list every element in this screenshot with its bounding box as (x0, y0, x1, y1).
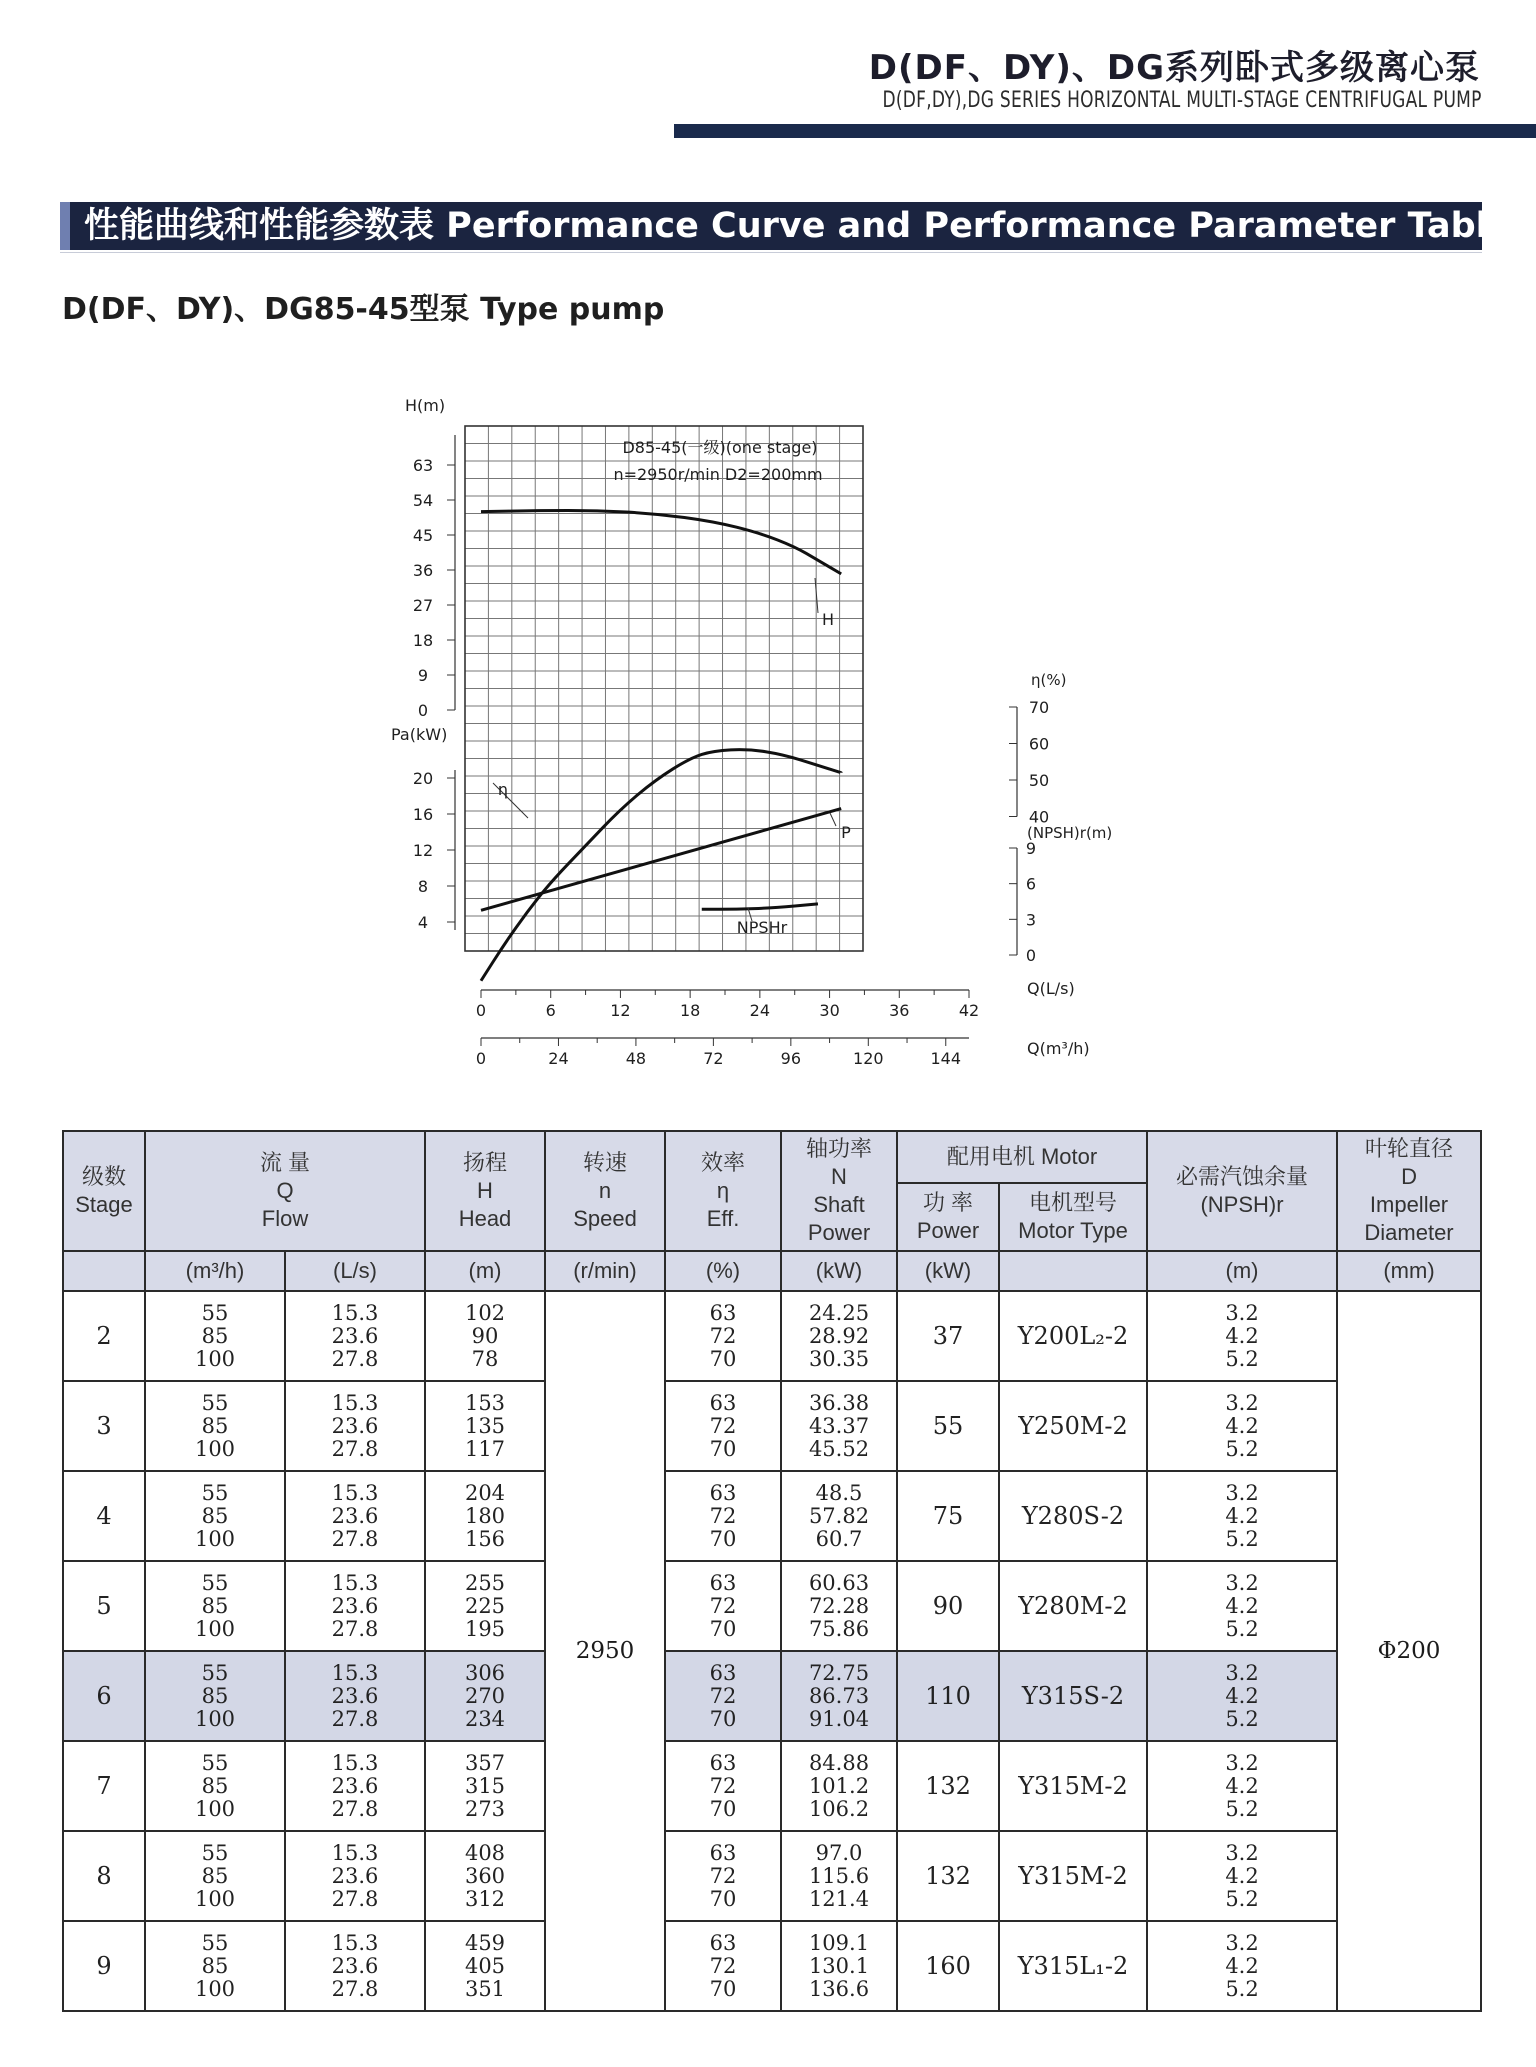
series-label-p: P (841, 823, 851, 842)
head-tick-label: 45 (412, 526, 434, 545)
motor-type-cell: Y315L₁-2 (999, 1921, 1147, 2011)
head-tick-label: 27 (412, 596, 434, 615)
eff-tick-label: 40 (1028, 807, 1050, 827)
flow-header: 流 量 Q Flow (145, 1131, 425, 1251)
flow-ls-cell: 15.3 23.6 27.8 (285, 1381, 425, 1471)
performance-curve-chart (380, 388, 1160, 1068)
series-label-efficiency: η (497, 780, 509, 799)
table-row (63, 1381, 1481, 1471)
speed-cell: 2950 (545, 1291, 665, 2011)
unit-flow-ls: (L/s) (285, 1251, 425, 1291)
head-cell: 306 270 234 (425, 1651, 545, 1741)
shaft-power-cell: 24.25 28.92 30.35 (781, 1291, 897, 1381)
shaft-power-cell: 97.0 115.6 121.4 (781, 1831, 897, 1921)
flow-m3h-cell: 55 85 100 (145, 1561, 285, 1651)
flow-m3h-cell: 55 85 100 (145, 1381, 285, 1471)
flow-ls-tick-label: 0 (475, 1001, 487, 1020)
flow-ls-cell: 15.3 23.6 27.8 (285, 1291, 425, 1381)
table-row (63, 1471, 1481, 1561)
section-title: 性能曲线和性能参数表 Performance Curve and Performance Parameter Table (60, 202, 1482, 250)
npsh-header: 必需汽蚀余量 (NPSH)r (1147, 1131, 1337, 1251)
npsh-tick-label: 6 (1025, 874, 1037, 894)
stage-header: 级数 Stage (63, 1131, 145, 1251)
flow-ls-cell: 15.3 23.6 27.8 (285, 1741, 425, 1831)
table-row (63, 1291, 1481, 1381)
flow-m3h-cell: 55 85 100 (145, 1831, 285, 1921)
section-title-underline (60, 252, 1482, 253)
power-tick-label: 20 (412, 769, 434, 788)
npsh-tick-label: 3 (1025, 910, 1037, 930)
efficiency-cell: 63 72 70 (665, 1561, 781, 1651)
power-tick-label: 4 (417, 913, 429, 932)
flow-ls-cell: 15.3 23.6 27.8 (285, 1651, 425, 1741)
eff-tick-label: 70 (1028, 698, 1050, 717)
npsh-cell: 3.2 4.2 5.2 (1147, 1831, 1337, 1921)
motor-type-cell: Y280M-2 (999, 1561, 1147, 1651)
npsh-cell: 3.2 4.2 5.2 (1147, 1651, 1337, 1741)
head-tick-label: 63 (412, 456, 434, 475)
pump-type-title: D(DF、DY)、DG85-45型泵 Type pump (62, 292, 665, 327)
unit-head: (m) (425, 1251, 545, 1291)
unit-shaft: (kW) (781, 1251, 897, 1291)
power-tick-label: 12 (412, 841, 434, 860)
stage-cell: 7 (63, 1741, 145, 1831)
head-axis-label: H(m) (405, 396, 446, 415)
flow-ls-tick-label: 18 (679, 1001, 701, 1020)
flow-ls-tick-label: 36 (889, 1001, 910, 1020)
motor-power-header: 功 率 Power (897, 1183, 999, 1251)
efficiency-cell: 63 72 70 (665, 1921, 781, 2011)
flow-ls-cell: 15.3 23.6 27.8 (285, 1471, 425, 1561)
npsh-cell: 3.2 4.2 5.2 (1147, 1741, 1337, 1831)
efficiency-cell: 63 72 70 (665, 1291, 781, 1381)
flow-m3h-cell: 55 85 100 (145, 1741, 285, 1831)
performance-parameter-table (62, 1130, 1482, 2012)
unit-speed: (r/min) (545, 1251, 665, 1291)
npsh-tick-label: 9 (1025, 839, 1037, 858)
flow-ls-tick-label: 6 (545, 1001, 556, 1020)
efficiency-cell: 63 72 70 (665, 1651, 781, 1741)
npsh-cell: 3.2 4.2 5.2 (1147, 1381, 1337, 1471)
unit-impeller: (mm) (1337, 1251, 1481, 1291)
flow-ls-tick-label: 24 (749, 1001, 771, 1020)
series-npshr-curve (702, 904, 818, 909)
efficiency-header: 效率 η Eff. (665, 1131, 781, 1251)
npsh-tick-label: 0 (1025, 946, 1037, 965)
series-title-en: D(DF,DY),DG SERIES HORIZONTAL MULTI-STAGE CENTRIFUGAL PUMP (882, 88, 1482, 113)
shaft-power-cell: 36.38 43.37 45.52 (781, 1381, 897, 1471)
stage-cell: 5 (63, 1561, 145, 1651)
eff-tick-label: 60 (1028, 734, 1050, 754)
shaft-power-cell: 109.1 130.1 136.6 (781, 1921, 897, 2011)
motor-type-cell: Y315M-2 (999, 1831, 1147, 1921)
chart-labels (391, 396, 1112, 1068)
series-label-npshr: NPSHr (736, 918, 788, 937)
stage-cell: 9 (63, 1921, 145, 2011)
flow-m3h-cell: 55 85 100 (145, 1651, 285, 1741)
series-leader-line (830, 813, 836, 826)
table-row (63, 1921, 1481, 2011)
npsh-cell: 3.2 4.2 5.2 (1147, 1291, 1337, 1381)
flow-ls-tick-label: 42 (958, 1001, 980, 1020)
table-row (63, 1741, 1481, 1831)
shaft-power-cell: 84.88 101.2 106.2 (781, 1741, 897, 1831)
head-cell: 204 180 156 (425, 1471, 545, 1561)
motor-type-cell: Y280S-2 (999, 1471, 1147, 1561)
chart-annotation-line-2: n=2950r/min D2=200mm (613, 465, 823, 484)
power-tick-label: 16 (412, 805, 434, 824)
motor-power-cell: 132 (897, 1831, 999, 1921)
power-axis-label: Pa(kW) (391, 725, 448, 744)
table-header-row-1 (63, 1131, 1481, 1183)
motor-power-cell: 132 (897, 1741, 999, 1831)
chart-grid (465, 426, 863, 951)
motor-power-cell: 75 (897, 1471, 999, 1561)
impeller-header: 叶轮直径 D Impeller Diameter (1337, 1131, 1481, 1251)
series-label-h: H (821, 610, 835, 629)
stage-cell: 2 (63, 1291, 145, 1381)
flow-ls-cell: 15.3 23.6 27.8 (285, 1921, 425, 2011)
motor-power-cell: 90 (897, 1561, 999, 1651)
motor-type-cell: Y315S-2 (999, 1651, 1147, 1741)
flow-ls-tick-label: 30 (819, 1001, 840, 1020)
head-tick-label: 54 (412, 491, 434, 510)
head-cell: 357 315 273 (425, 1741, 545, 1831)
unit-eff: (%) (665, 1251, 781, 1291)
flow-ls-tick-label: 12 (610, 1001, 631, 1020)
motor-header: 配用电机 Motor (897, 1131, 1147, 1183)
flow-m3h-tick-label: 48 (625, 1049, 647, 1068)
efficiency-cell: 63 72 70 (665, 1381, 781, 1471)
speed-header: 转速 n Speed (545, 1131, 665, 1251)
npsh-cell: 3.2 4.2 5.2 (1147, 1561, 1337, 1651)
stage-cell: 4 (63, 1471, 145, 1561)
flow-m3h-tick-label: 144 (930, 1049, 962, 1068)
npsh-cell: 3.2 4.2 5.2 (1147, 1921, 1337, 2011)
head-tick-label: 9 (417, 666, 429, 685)
flow-m3h-axis-label: Q(m³/h) (1027, 1039, 1090, 1058)
unit-power: (kW) (897, 1251, 999, 1291)
stage-cell: 8 (63, 1831, 145, 1921)
table-units-row (63, 1251, 1481, 1291)
head-cell: 153 135 117 (425, 1381, 545, 1471)
motor-type-cell: Y250M-2 (999, 1381, 1147, 1471)
efficiency-cell: 63 72 70 (665, 1831, 781, 1921)
motor-power-cell: 55 (897, 1381, 999, 1471)
head-cell: 408 360 312 (425, 1831, 545, 1921)
shaft-power-cell: 60.63 72.28 75.86 (781, 1561, 897, 1651)
shaft-power-cell: 72.75 86.73 91.04 (781, 1651, 897, 1741)
impeller-diameter-cell: Φ200 (1337, 1291, 1481, 2011)
flow-m3h-tick-label: 24 (548, 1049, 569, 1068)
head-header: 扬程 H Head (425, 1131, 545, 1251)
head-tick-label: 18 (412, 631, 434, 650)
eff-tick-label: 50 (1028, 771, 1050, 790)
unit-blank (63, 1251, 145, 1291)
power-tick-label: 8 (417, 877, 429, 896)
stage-cell: 6 (63, 1651, 145, 1741)
flow-ls-cell: 15.3 23.6 27.8 (285, 1561, 425, 1651)
flow-m3h-cell: 55 85 100 (145, 1471, 285, 1561)
unit-flow-m3h: (m³/h) (145, 1251, 285, 1291)
flow-m3h-tick-label: 0 (475, 1049, 487, 1068)
flow-m3h-cell: 55 85 100 (145, 1921, 285, 2011)
motor-type-cell: Y200L₂-2 (999, 1291, 1147, 1381)
unit-motor-type (999, 1251, 1147, 1291)
flow-m3h-tick-label: 120 (853, 1049, 884, 1068)
flow-m3h-cell: 55 85 100 (145, 1291, 285, 1381)
shaft-power-cell: 48.5 57.82 60.7 (781, 1471, 897, 1561)
table-row (63, 1831, 1481, 1921)
flow-ls-axis-label: Q(L/s) (1027, 979, 1075, 998)
head-tick-label: 0 (417, 701, 429, 720)
unit-npsh: (m) (1147, 1251, 1337, 1291)
flow-ls-cell: 15.3 23.6 27.8 (285, 1831, 425, 1921)
motor-power-cell: 37 (897, 1291, 999, 1381)
table-row (63, 1651, 1481, 1741)
eff-axis-label: η(%) (1031, 671, 1067, 689)
motor-power-cell: 110 (897, 1651, 999, 1741)
head-cell: 102 90 78 (425, 1291, 545, 1381)
chart-annotation-line-1: D85-45(一级)(one stage) (622, 438, 818, 457)
series-title-cn: D(DF、DY)、DG系列卧式多级离心泵 (868, 48, 1480, 88)
head-cell: 459 405 351 (425, 1921, 545, 2011)
efficiency-cell: 63 72 70 (665, 1471, 781, 1561)
shaft-power-header: 轴功率 N Shaft Power (781, 1131, 897, 1251)
npsh-cell: 3.2 4.2 5.2 (1147, 1471, 1337, 1561)
flow-m3h-tick-label: 96 (780, 1049, 802, 1068)
stage-cell: 3 (63, 1381, 145, 1471)
motor-type-cell: Y315M-2 (999, 1741, 1147, 1831)
motor-power-cell: 160 (897, 1921, 999, 2011)
head-tick-label: 36 (412, 561, 434, 580)
header-rule (674, 124, 1536, 138)
efficiency-cell: 63 72 70 (665, 1741, 781, 1831)
head-cell: 255 225 195 (425, 1561, 545, 1651)
table-row (63, 1561, 1481, 1651)
npsh-axis-label: (NPSH)r(m) (1027, 824, 1113, 842)
motor-type-header: 电机型号 Motor Type (999, 1183, 1147, 1251)
flow-m3h-tick-label: 72 (703, 1049, 724, 1068)
